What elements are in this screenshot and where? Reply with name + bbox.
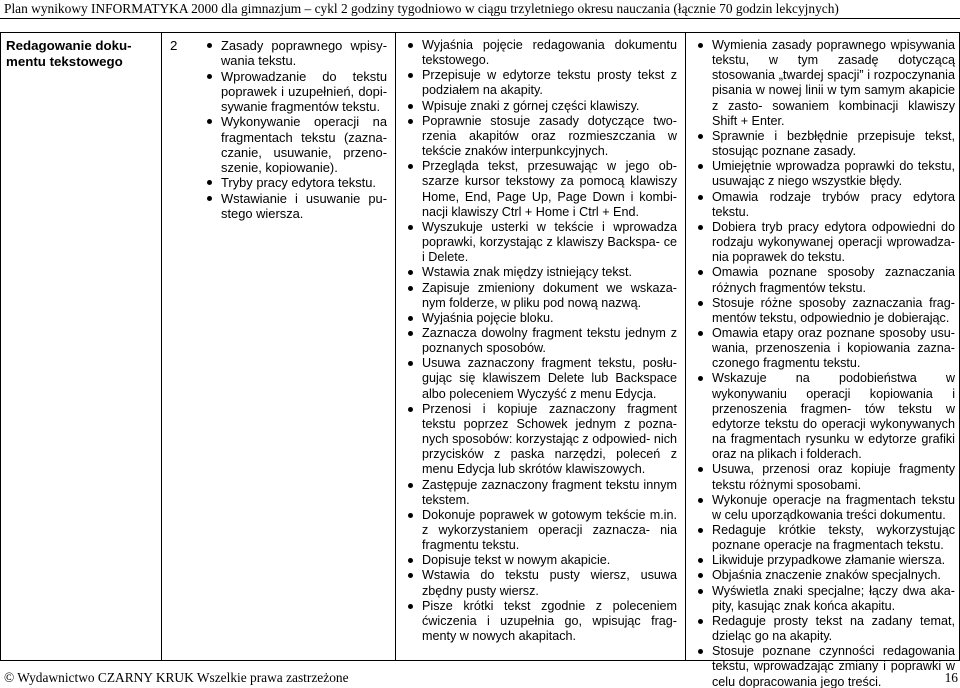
- list-item: Usuwa, przenosi oraz kopiuje fragmenty tekstu różnymi sposobami.: [698, 462, 955, 492]
- list-item: Omawia rodzaje trybów pracy edytora tekstu.: [698, 190, 955, 220]
- copyright-notice: © Wydawnictwo CZARNY KRUK Wszelkie prawa zastrzeżone: [4, 670, 349, 685]
- skill-list: [698, 38, 955, 688]
- list-item: Przepisuje w edytorze tekstu prosty tekst z podziałem na akapity.: [408, 68, 677, 98]
- list-item: Wyjaśnia pojęcie bloku.: [408, 311, 677, 326]
- exercise-list: [408, 38, 677, 644]
- list-item: Wykonuje operacje na fragmentach tekstu w celu uporządkowania treści dokumentu.: [698, 493, 955, 523]
- page-footer: [0, 660, 960, 688]
- content-column: [193, 33, 395, 660]
- content-list: [207, 38, 387, 221]
- list-item: Wskazuje na podobieństwa w wykonywaniu operacji kopiowania i przenoszenia fragmen- tów tekstu w edytorze tekstu do operacji wykonywanych na fragmentach rysunku w edytorze grafiki oraz na plikach i folderach.: [698, 371, 955, 462]
- list-item: Wstawianie i usuwanie pu- stego wiersza.: [207, 191, 387, 222]
- list-item: Poprawnie stosuje zasady dotyczące two- rzenia akapitów oraz rozmieszczania w tekście znaków interpunkcyjnych.: [408, 114, 677, 159]
- list-item: Zaznacza dowolny fragment tekstu jednym z poznanych sposobów.: [408, 326, 677, 356]
- list-item: Dobiera tryb pracy edytora odpowiedni do rodzaju wykonywanej operacji wprowadza- nia poprawek do tekstu.: [698, 220, 955, 265]
- list-item: Wprowadzanie do tekstu poprawek i uzupełnień, dopi- sywanie fragmentów tekstu.: [207, 69, 387, 115]
- hours-column: [161, 33, 193, 660]
- hours-value: 2: [170, 38, 178, 53]
- list-item: Redaguje krótkie teksty, wykorzystując poznane operacje na fragmentach tekstu.: [698, 523, 955, 553]
- list-item: Sprawnie i bezbłędnie przepisuje tekst, stosując poznane zasady.: [698, 129, 955, 159]
- list-item: Dopisuje tekst w nowym akapicie.: [408, 553, 677, 568]
- list-item: Usuwa zaznaczony fragment tekstu, posłu- gując się klawiszem Delete lub Backspace albo poleceniem Wyczyść z menu Edycja.: [408, 356, 677, 401]
- list-item: Stosuje różne sposoby zaznaczania frag- mentów tekstu, odpowiednio je dobierając.: [698, 296, 955, 326]
- list-item: Likwiduje przypadkowe złamanie wiersza.: [698, 553, 955, 568]
- list-item: Zapisuje zmieniony dokument we wskaza- nym folderze, w pliku pod nową nazwą.: [408, 281, 677, 311]
- topic-column: [1, 33, 161, 660]
- list-item: Zastępuje zaznaczony fragment tekstu innym tekstem.: [408, 478, 677, 508]
- list-item: Przegląda tekst, przesuwając w jego ob- szarze kursor tekstowy za pomocą klawiszy Home, End, Page Up, Page Down i kombi- nacji klawiszy Ctrl + Home i Ctrl + End.: [408, 159, 677, 220]
- list-item: Redaguje prosty tekst na zadany temat, dzieląc go na akapity.: [698, 614, 955, 644]
- list-item: Umiejętnie wprowadza poprawki do tekstu, usuwając z niego wszystkie błędy.: [698, 159, 955, 189]
- list-item: Wstawia do tekstu pusty wiersz, usuwa zbędny pusty wiersz.: [408, 568, 677, 598]
- document-title: Plan wynikowy INFORMATYKA 2000 dla gimnazjum – cykl 2 godziny tygodniowo w ciągu trzyletniego okresu nauczania (łącznie 70 godzin lekcyjnych): [4, 1, 839, 16]
- list-item: Omawia etapy oraz poznane sposoby usu- wania, przenoszenia i kopiowania zazna- czonego fragmentu tekstu.: [698, 326, 955, 371]
- page-number: 16: [944, 670, 958, 685]
- list-item: Zasady poprawnego wpisy- wania tekstu.: [207, 38, 387, 69]
- list-item: Dokonuje poprawek w gotowym tekście m.in. z wykorzystaniem operacji zaznacza- nia fragmentu tekstu.: [408, 508, 677, 553]
- list-item: Wstawia znak między istniejący tekst.: [408, 265, 677, 280]
- list-item: Wpisuje znaki z górnej części klawiszy.: [408, 99, 677, 114]
- list-item: Tryby pracy edytora tekstu.: [207, 175, 387, 190]
- list-item: Wykonywanie operacji na fragmentach tekstu (zazna- czanie, usuwanie, przeno- szenie, kopiowanie).: [207, 114, 387, 175]
- list-item: Stosuje poznane czynności redagowania tekstu, wprowadzając zmiany i poprawki w celu dopracowania jego treści.: [698, 644, 955, 688]
- exercises-column: [395, 33, 685, 660]
- page-header: [0, 0, 960, 20]
- topic-title: Redagowanie doku- mentu tekstowego: [6, 38, 132, 69]
- list-item: Omawia poznane sposoby zaznaczania różnych fragmentów tekstu.: [698, 265, 955, 295]
- list-item: Objaśnia znaczenie znaków specjalnych.: [698, 568, 955, 583]
- list-item: Przenosi i kopiuje zaznaczony fragment tekstu poprzez Schowek jednym z pozna- nych sposobów: korzystając z odpowied- nich przycisków z paska narzędzi, poleceń z menu Edycja lub skrótów klawiszowych.: [408, 402, 677, 478]
- list-item: Wymienia zasady poprawnego wpisywania tekstu, w tym zasadę dotyczącą stosowania „twardej spacji” i rozpoczynania pisania w nowej linii w tym samym akapicie z zasto- sowaniem kombinacji klawiszy Shift + Enter.: [698, 38, 955, 129]
- list-item: Wyjaśnia pojęcie redagowania dokumentu tekstowego.: [408, 38, 677, 68]
- list-item: Pisze krótki tekst zgodnie z poleceniem ćwiczenia i uzupełnia go, wpisując frag- menty w nowych akapitach.: [408, 599, 677, 644]
- list-item: Wyświetla znaki specjalne; łączy dwa aka- pity, kasując znak końca akapitu.: [698, 584, 955, 614]
- list-item: Wyszukuje usterki w tekście i wprowadza poprawki, korzystając z klawiszy Backspa- ce i Delete.: [408, 220, 677, 265]
